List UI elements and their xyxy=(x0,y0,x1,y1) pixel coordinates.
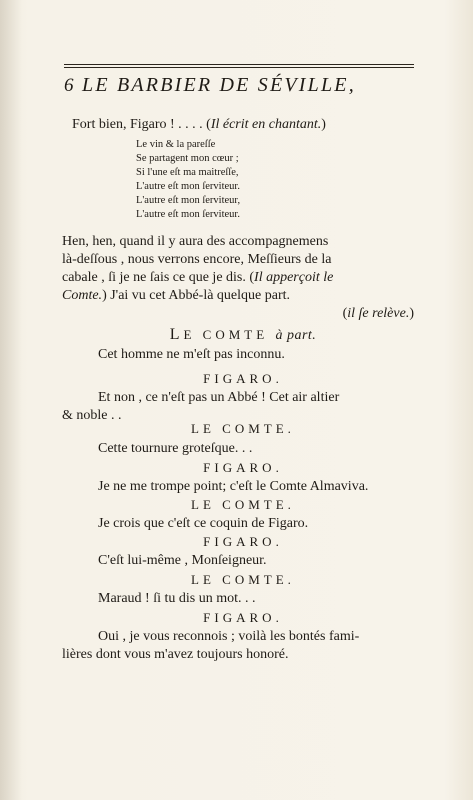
speaker-name: FIGARO. xyxy=(203,610,283,625)
dialogue-paragraph: Hen, hen, quand il y aura des accompagnemens là-deſſous , nous verrons encore, Meſſieurs de la cabale , ſi je ne ſais ce que je dis. (Il apperçoit le Comte.) J'ai vu cet Abbé-là quelque part. (il ſe relève.) xyxy=(62,234,414,321)
speaker-name: FIGARO. xyxy=(203,534,283,549)
verse-line: L'autre eſt mon ſerviteur. xyxy=(136,209,240,220)
speaker-name: LE COMTE à part. xyxy=(169,326,317,343)
page-number: 6 xyxy=(64,75,74,96)
speaker-name: LE COMTE. xyxy=(191,497,295,512)
dialogue-line: Cette tournure groteſque. . . xyxy=(98,441,253,456)
speaker-name: FIGARO. xyxy=(203,371,283,386)
verse-line: L'autre eſt mon ſerviteur. xyxy=(136,181,240,192)
dialogue-paragraph: Et non , ce n'eſt pas un Abbé ! Cet air altier & noble . . xyxy=(62,390,340,423)
dialogue-line: Fort bien, Figaro ! . . . . (Il écrit en chantant.) xyxy=(72,117,326,132)
speaker-name: FIGARO. xyxy=(203,460,283,475)
page-gutter-shadow xyxy=(0,0,22,800)
speaker-name: LE COMTE. xyxy=(191,572,295,587)
stage-direction: Il écrit en chantant. xyxy=(210,117,322,132)
dialogue-line: Je ne me trompe point; c'eſt le Comte Almaviva. xyxy=(98,479,369,494)
header-rule xyxy=(64,64,414,68)
dialogue-line: Je crois que c'eſt ce coquin de Figaro. xyxy=(98,516,309,531)
verse-line: L'autre eſt mon ſerviteur, xyxy=(136,195,241,206)
stage-direction: à part. xyxy=(275,328,317,343)
dialogue-line: C'eſt lui-même , Monſeigneur. xyxy=(98,553,267,568)
dialogue-paragraph: Oui , je vous reconnois ; voilà les bontés fami- lières dont vous m'avez toujours honoré. xyxy=(62,629,360,662)
song-verse xyxy=(136,138,473,222)
page-header xyxy=(64,64,414,104)
verse-line: Le vin & la pareſſe xyxy=(136,139,216,150)
speaker-name: LE COMTE. xyxy=(191,421,295,436)
verse-line: Se partagent mon cœur ; xyxy=(136,153,239,164)
running-head: LE BARBIER DE SÉVILLE, xyxy=(82,74,356,96)
dialogue-line: Cet homme ne m'eſt pas inconnu. xyxy=(98,347,285,362)
stage-direction: il ſe relève. xyxy=(347,306,410,321)
dialogue-line: Maraud ! ſi tu dis un mot. . . xyxy=(98,591,256,606)
verse-line: Si l'une eſt ma maitreſſe, xyxy=(136,167,239,178)
